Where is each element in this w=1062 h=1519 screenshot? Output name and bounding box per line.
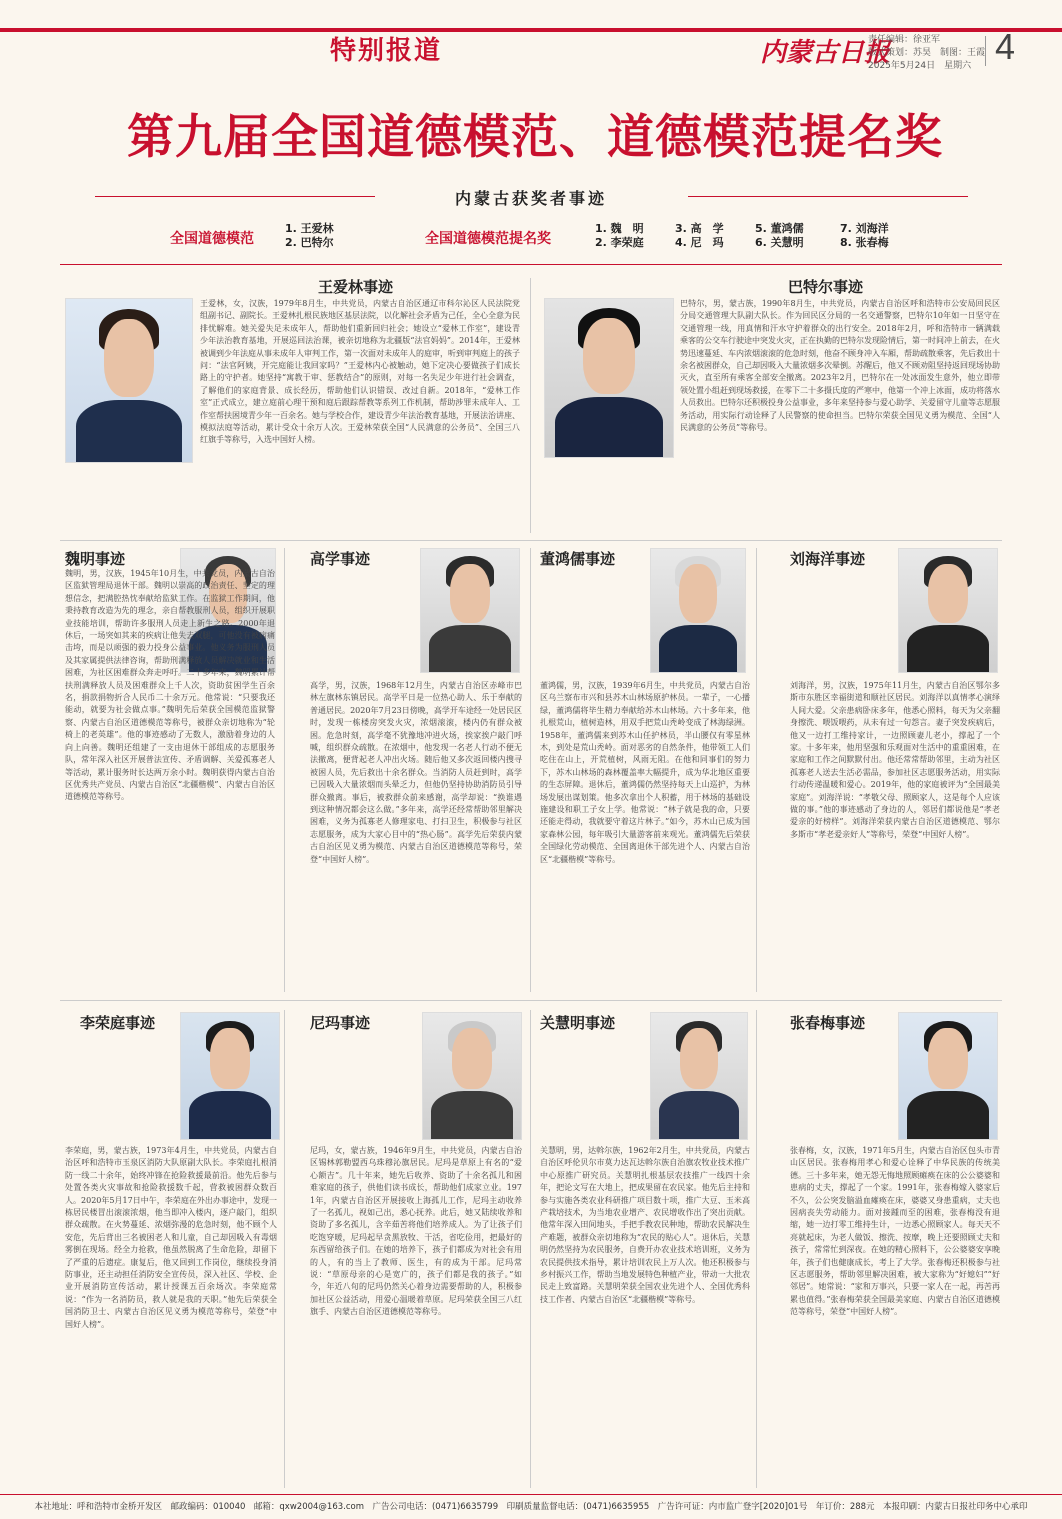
portrait-zhang: [898, 1012, 998, 1140]
profile-text-weiming: 魏明，男，汉族，1945年10月生，中共党员，内蒙古自治区监狱管理局退休干部。魏明以崇高的政治责任、坚定的理想信念，把满腔热忱奉献给监狱工作。在监狱工作期间，他秉持教育改造为先的理念，亲自帮教服刑人员，组织开展职业技能培训，帮助许多服刑人员走上新生之路。2000年退休后，一场突如其来的疾病让他失去双腿，可他没有被病痛击垮，而是以顽强的毅力投身公益事业。他义务为服刑人员及其家属提供法律咨询，帮助刑满释放人员解决就业和生活困难，为社区困难群众奔走呼吁。二十多年来，魏明累计帮扶刑满释放人员及困难群众上千人次，资助贫困学生百余名，捐款捐物折合人民币二十余万元。他常说：“只要我还能动，就要为社会做点事。”魏明先后荣获全国模范监狱警察、内蒙古自治区道德模范等称号，被群众亲切地称为“轮椅上的老英雄”。他的事迹感动了无数人，激励着身边的人向上向善。魏明还组建了一支由退休干部组成的志愿服务队，常年深入社区开展普法宣传、矛盾调解、关爱孤寡老人等活动，累计服务时长达两万余小时。魏明获得内蒙古自治区优秀共产党员、内蒙古自治区“北疆楷模”、内蒙古自治区道德模范等称号。: [65, 569, 275, 802]
profile-title-wang: 王爱林事迹: [318, 278, 394, 296]
nominee-name: 3. 高 学: [675, 222, 724, 235]
nominee-name: 8. 张春梅: [840, 236, 889, 249]
newspaper-logo: 内蒙古日报: [760, 38, 891, 68]
design-line: 版式策划：苏昊 制图：王霞: [868, 48, 986, 58]
editor-line: 责任编辑：徐亚军: [868, 35, 941, 45]
column-divider: [756, 1010, 757, 1488]
column-divider: [756, 548, 757, 992]
page-number: 4: [995, 26, 1016, 67]
portrait-guan: [650, 1012, 748, 1140]
profile-text-nima: 尼玛，女，蒙古族，1946年9月生，中共党员，内蒙古自治区锡林郭勒盟西乌珠穆沁旗居民。尼玛是草原上有名的“爱心额吉”。几十年来，她先后收养、资助了十余名孤儿和困难家庭的孩子，供他们读书成长，帮助他们成家立业。1971年，内蒙古自治区开展接收上海孤儿工作，尼玛主动收养了一名孤儿，视如己出，悉心抚养。此后，她又陆续收养和资助了多名孤儿，含辛茹苦将他们培养成人。为了让孩子们吃饱穿暖，尼玛起早贪黑放牧、干活，省吃俭用，把最好的东西留给孩子们。在她的培养下，孩子们都成为对社会有用的人，有的当上了教师、医生，有的成为干部。尼玛常说：“草原母亲的心是宽广的，孩子们都是我的孩子。”如今，年近八旬的尼玛仍然关心着身边需要帮助的人，积极参加社区公益活动，用爱心温暖着草原。尼玛荣获全国三八红旗手、内蒙古自治区道德模范等称号。: [310, 1146, 522, 1317]
portrait-li: [180, 1012, 280, 1140]
model-category: 全国道德模范: [170, 231, 254, 247]
profile-title-nima: 尼玛事迹: [310, 1014, 371, 1032]
profile-text-dong: 董鸿儒，男，汉族，1939年6月生，中共党员，内蒙古自治区乌兰察布市兴和县苏木山林场原护林员。一辈子，一心播绿，董鸿儒将毕生精力奉献给苏木山林场。六十多年来，他扎根荒山，植树造林，用双手把荒山秃岭变成了林海绿洲。1958年，董鸿儒来到苏木山任护林员，半山腰仅有零星林木，到处是荒山秃岭。面对恶劣的自然条件，他带领工人们吃住在山上，开荒植树，风雨无阻。在他和同事们的努力下，苏木山林场的森林覆盖率大幅提升，成为华北地区重要的生态屏障。退休后，董鸿儒仍然坚持每天上山巡护，为林场发展出谋划策。他多次拿出个人积蓄，用于林场的基础设施建设和职工子女上学。他常说：“林子就是我的命，只要还能走得动，我就要守着这片林子。”如今，苏木山已成为国家森林公园，每年吸引大量游客前来观光。董鸿儒先后荣获全国绿化劳动模范、全国离退休干部先进个人、内蒙古自治区“北疆楷模”等称号。: [540, 681, 750, 864]
portrait-dong: [650, 548, 746, 673]
column-divider: [530, 548, 531, 992]
profile-text-guan: 关慧明，男，达斡尔族，1962年2月生，中共党员，内蒙古自治区呼伦贝尔市莫力达瓦达斡尔族自治旗农牧业技术推广中心原推广研究员。关慧明扎根基层农技推广一线四十余年，把论文写在大地上，把成果留在农民家。他先后主持和参与实施各类农业科研推广项目数十项，推广大豆、玉米高产栽培技术，为当地农业增产、农民增收作出了突出贡献。他常年深入田间地头，手把手教农民种地，帮助农民解决生产难题，被群众亲切地称为“农民的贴心人”。退休后，关慧明仍然坚持为农民服务，自费开办农业技术培训班，义务为农民提供技术指导，累计培训农民上万人次。他还积极参与乡村振兴工作，帮助当地发展特色种植产业，带动一大批农民走上致富路。关慧明荣获全国农业先进个人、全国优秀科技工作者、内蒙古自治区“北疆楷模”等称号。: [540, 1146, 750, 1304]
portrait-liu: [898, 548, 998, 673]
header-red-rule: [0, 28, 1062, 32]
nominee-category: 全国道德模范提名奖: [425, 231, 551, 247]
profile-text-li: 李荣庭，男，蒙古族，1973年4月生，中共党员，内蒙古自治区呼和浩特市玉泉区消防大队原副大队长。李荣庭扎根消防一线二十余年，始终冲锋在抢险救援最前沿。他先后参与处置各类火灾事故和抢险救援数千起，营救被困群众数百人。2020年5月17日中午，李荣庭在外出办事途中，发现一栋居民楼冒出滚滚浓烟，他当即冲入楼内，逐户敲门，组织群众疏散。在火势蔓延、浓烟弥漫的危急时刻，他不顾个人安危，先后背出三名被困老人和儿童，自己却因吸入有毒烟雾倒在现场。经全力抢救，他虽然脱离了生命危险，却留下了严重的后遗症。康复后，他又回到工作岗位，继续投身消防事业，还主动担任消防安全宣传员，深入社区、学校、企业开展消防宣传活动，累计授课五百余场次。李荣庭常说：“作为一名消防员，救人就是我的天职。”他先后荣获全国消防卫士、内蒙古自治区见义勇为模范等称号，荣登“中国好人榜”。: [65, 1146, 277, 1329]
nominee-name: 6. 关慧明: [755, 236, 804, 249]
profile-title-guan: 关慧明事迹: [540, 1014, 616, 1032]
page-divider: [985, 36, 986, 66]
column-divider: [530, 278, 531, 533]
subtitle: 内蒙古获奖者事迹: [454, 189, 607, 208]
model-name: 2. 巴特尔: [285, 236, 334, 249]
column-divider: [530, 1010, 531, 1488]
main-title: 第九届全国道德模范、道德模范提名奖: [127, 110, 943, 165]
nominee-name: 2. 李荣庭: [595, 236, 644, 249]
award-divider: [60, 264, 1002, 265]
profile-text-wang: 王爱林，女，汉族，1979年8月生，中共党员，内蒙古自治区通辽市科尔沁区人民法院党组副书记、副院长。王爱林扎根民族地区基层法院，以化解社会矛盾为己任，全心全意为民排忧解难。她关爱失足未成年人，帮助他们重新回归社会；她设立“爱林工作室”，建设青少年法治教育基地，开展巡回法治课，被亲切地称为北疆版“法官妈妈”。2014年，王爱林被调到少年法庭从事未成年人审判工作，第一次面对未成年人的庭审，听到审判庭上的孩子问：“法官阿姨，开完庭能让我回家吗？”王爱林内心被触动，她下定决心要做孩子们成长路上的守护者。她坚持“寓教于审、惩教结合”的原则，对每一名失足少年进行社会调查，了解他们的家庭背景、成长经历，帮助他们认识错误、改过自新。2018年，“爱林工作室”正式成立，建立庭前心理干预和庭后跟踪帮教等系列工作机制，帮助涉罪未成年人、工作室帮扶困境青少年一百余名。她与学校合作，建设青少年法治教育基地，开展法治讲座、模拟法庭等活动，累计受众十余万人次。王爱林荣获全国“人民满意的公务员”、全国三八红旗手等称号，入选中国好人榜。: [200, 299, 520, 445]
profile-text-liu: 刘海洋，男，汉族，1975年11月生，内蒙古自治区鄂尔多斯市东胜区幸福街道和顺社区居民。刘海洋以真情孝心演绎人间大爱。父亲患病卧床多年，他悉心照料，每天为父亲翻身擦洗、喂饭喂药，从未有过一句怨言。妻子突发疾病后，他又一边打工维持家计，一边照顾妻儿老小，撑起了一个家。十多年来，他用坚强和乐观面对生活中的重重困难，在家庭和工作之间默默付出。他还常常帮助邻里，主动为社区孤寡老人送去生活必需品，参加社区志愿服务活动，用实际行动传递温暖和爱心。2019年，他的家庭被评为“全国最美家庭”。刘海洋说：“孝敬父母、照顾家人，这是每个人应该做的事。”他的事迹感动了身边的人，邻居们都说他是“孝老爱亲的好榜样”。刘海洋荣获内蒙古自治区道德模范、鄂尔多斯市“孝老爱亲好人”等称号，荣登“中国好人榜”。: [790, 681, 1000, 839]
nominee-name: 5. 董鸿儒: [755, 222, 804, 235]
nominee-names-col1: [595, 222, 644, 250]
portrait-bater: [544, 298, 674, 458]
page-header: [0, 0, 1062, 85]
profile-title-liu: 刘海洋事迹: [790, 550, 866, 568]
portrait-wang: [65, 298, 193, 463]
nominee-names-col3: [755, 222, 804, 250]
profile-title-li: 李荣庭事迹: [80, 1014, 156, 1032]
profile-text-gaoxue: 高学，男，汉族，1968年12月生，内蒙古自治区赤峰市巴林左旗林东镇居民。高学平日是一位热心助人、乐于奉献的普通居民。2020年7月23日傍晚，高学开车途经一处居民区时，发现一栋楼房突发火灾，浓烟滚滚，楼内仍有群众被困。危急时刻，高学毫不犹豫地冲进火场，挨家挨户敲门呼喊，组织群众疏散。在浓烟中，他发现一名老人行动不便无法撤离，便背起老人冲出火场。随后他又多次返回楼内搜寻被困人员，先后救出十余名群众。当消防人员赶到时，高学已因吸入大量浓烟而头晕乏力，但他仍坚持协助消防员引导群众撤离。事后，被救群众前来感谢，高学却说：“换谁遇到这种情况都会这么做。”多年来，高学还经常帮助邻里解决困难，义务为孤寡老人修理家电、打扫卫生，积极参与社区志愿服务，成为大家心目中的“热心肠”。高学先后荣获内蒙古自治区见义勇为模范、内蒙古自治区道德模范等称号，荣登“中国好人榜”。: [310, 681, 522, 864]
nominee-name: 4. 尼 玛: [675, 236, 724, 249]
nominee-names-col2: [675, 222, 724, 250]
subtitle-rule-right: [688, 196, 968, 197]
footer-imprint: 本社地址：呼和浩特市金桥开发区 邮政编码：010040 邮箱：qxw2004@163.com 广告公司电话：(0471)6635799 印刷质量监督电话：(0471)6635955 广告许可证：内市监广登字[2020]01号 年订价：288元 本报印刷：内蒙古日报社印务中心承印: [0, 1494, 1062, 1514]
column-divider: [284, 1010, 285, 1488]
row-divider: [60, 1000, 1002, 1001]
model-name: 1. 王爱林: [285, 222, 334, 235]
portrait-gaoxue: [420, 548, 520, 673]
profile-title-dong: 董鸿儒事迹: [540, 550, 616, 568]
profile-title-gaoxue: 高学事迹: [310, 550, 371, 568]
column-divider: [284, 548, 285, 992]
section-label: 特别报道: [330, 36, 443, 66]
profile-text-zhang: 张春梅，女，汉族，1971年5月生，内蒙古自治区包头市青山区居民。张春梅用孝心和爱心诠释了中华民族的传统美德。三十多年来，她无怨无悔地照顾瘫痪在床的公公婆婆和患病的丈夫，撑起了一个家。1991年，张春梅嫁入婆家后不久，公公突发脑溢血瘫痪在床，婆婆又身患重病，丈夫也因病丧失劳动能力。面对接踵而至的困难，张春梅没有退缩，她一边打零工维持生计，一边悉心照顾家人。每天天不亮就起床，为老人做饭、擦洗、按摩，晚上还要照顾丈夫和孩子，常常忙到深夜。在她的精心照料下，公公婆婆安享晚年，孩子们也健康成长，考上了大学。张春梅还积极参与社区志愿服务，帮助邻里解决困难，被大家称为“好媳妇”“好邻居”。她常说：“家和万事兴，只要一家人在一起，再苦再累也值得。”张春梅荣获全国最美家庭、内蒙古自治区道德模范等称号，荣登“中国好人榜”。: [790, 1146, 1000, 1317]
profile-title-weiming: 魏明事迹: [65, 550, 126, 568]
nominee-names-col4: [840, 222, 889, 250]
award-list: [140, 222, 940, 252]
profile-text-bater: 巴特尔，男，蒙古族，1990年8月生，中共党员，内蒙古自治区呼和浩特市公安局回民区分局交通管理大队副大队长。作为回民区分局的一名交通警察，巴特尔10年如一日坚守在交通管理一线，用真情和汗水守护着群众的出行安全。2018年2月，呼和浩特市一辆满载乘客的公交车行驶途中突发火灾，正在执勤的巴特尔发现险情后，第一时间冲上前去，在火势迅速蔓延、车内浓烟滚滚的危急时刻，他奋不顾身冲入车厢，帮助疏散乘客，先后救出十余名被困群众，自己却因吸入大量浓烟多次晕倒。苏醒后，他又不顾劝阻坚持返回现场协助灭火，直至所有乘客全部安全撤离。2023年2月，巴特尔在一处冰面发生意外，他立即带领处置小组赶到现场救援，在零下二十多摄氏度的严寒中，他第一个冲上冰面，成功将落水人员救出。巴特尔还积极投身公益事业，多年来坚持参与爱心助学、关爱留守儿童等志愿服务活动，用实际行动诠释了人民警察的使命担当。巴特尔荣获全国见义勇为模范、全国“人民满意的公务员”等称号。: [680, 299, 1000, 433]
subtitle-rule-left: [95, 196, 375, 197]
nominee-name: 7. 刘海洋: [840, 222, 889, 235]
row-divider: [60, 540, 1002, 541]
profile-title-bater: 巴特尔事迹: [788, 278, 864, 296]
model-names: [285, 222, 334, 250]
date-line: 2025年5月24日 星期六: [868, 61, 972, 71]
portrait-nima: [422, 1012, 522, 1140]
editor-meta: [868, 34, 985, 73]
nominee-name: 1. 魏 明: [595, 222, 644, 235]
profile-title-zhang: 张春梅事迹: [790, 1014, 866, 1032]
